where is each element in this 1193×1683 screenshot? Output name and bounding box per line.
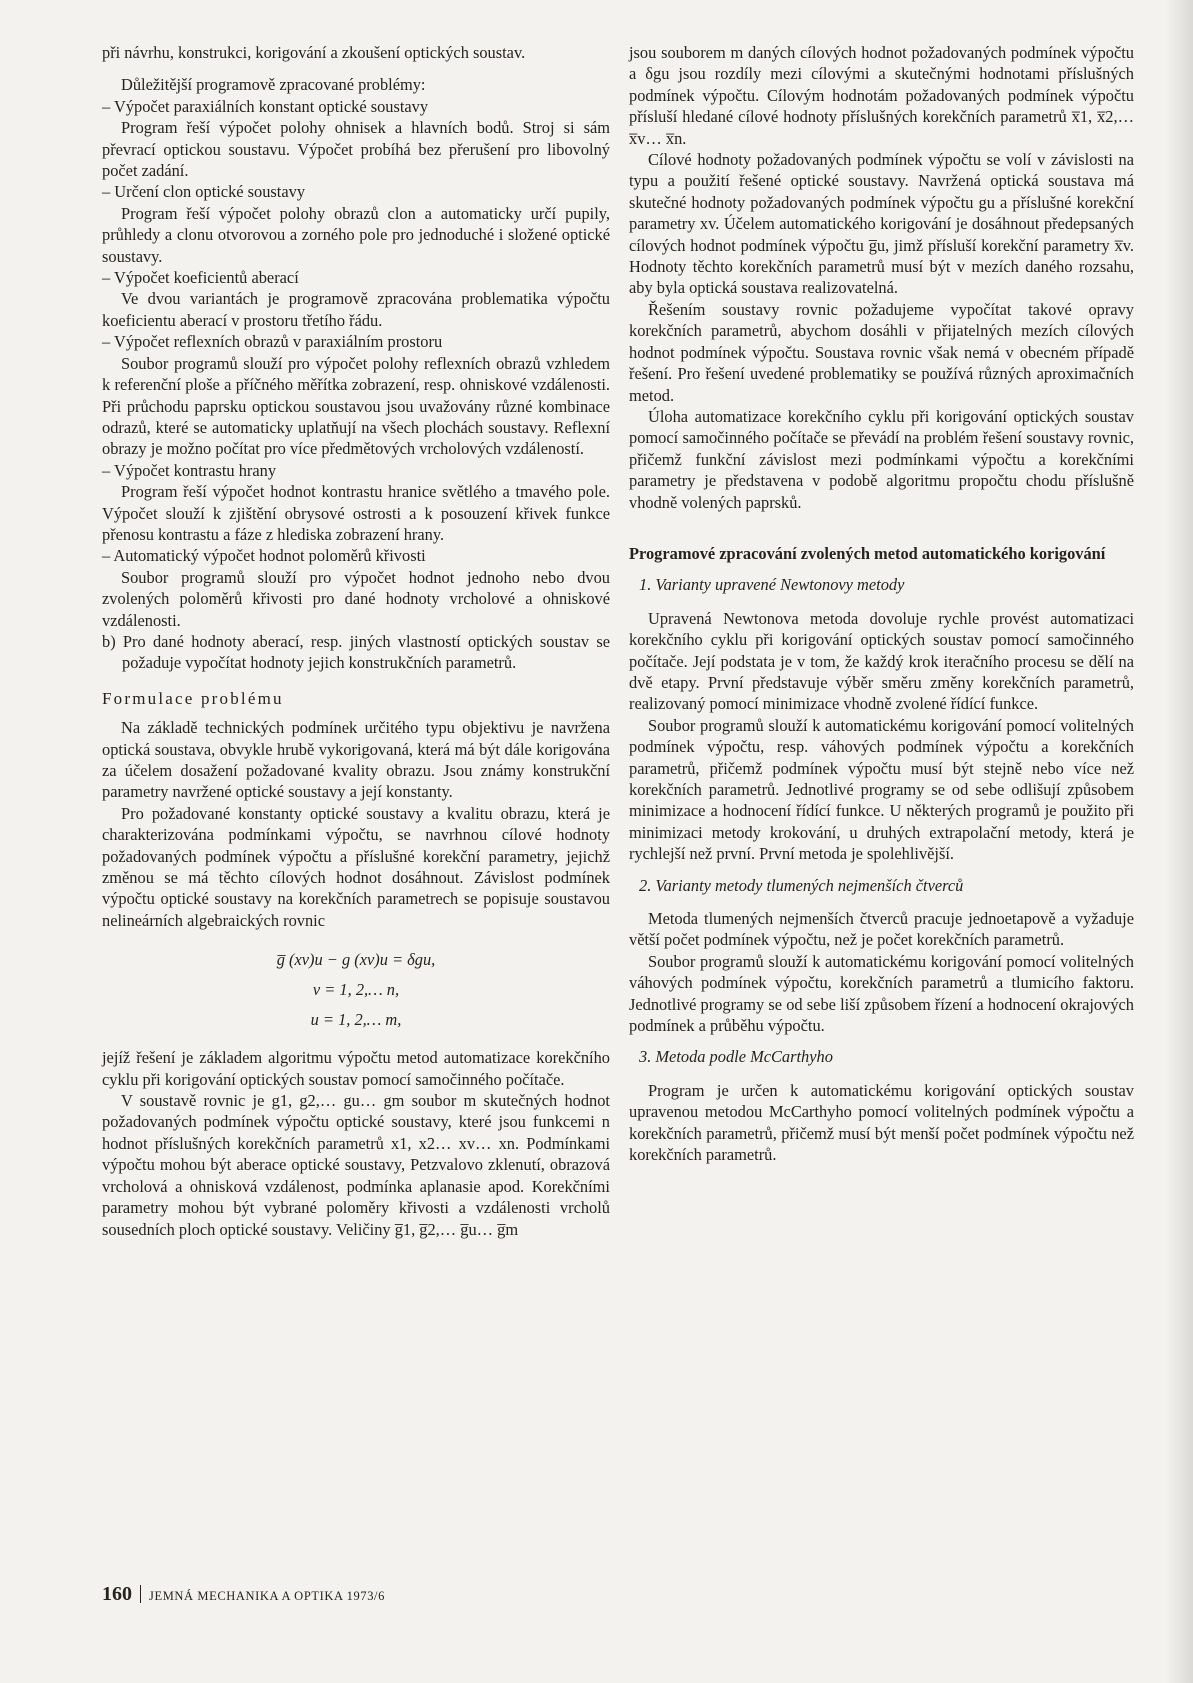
item-aberration-coefficients-title: – Výpočet koeficientů aberací bbox=[102, 268, 299, 288]
right-paragraph-1: jsou souborem m daných cílových hodnot požadovaných podmínek výpočtu a δgu jsou rozdíly mezi cílovými a skutečnými hodnotami příslušných podmínek výpočtu. Cílovým hodnotám požadovaných podmínek výpočtu přísluší hledané cílové hodnoty příslušných korekčních parametrů x̅1, x̅2,… x̅v… x̅n. bbox=[629, 43, 1134, 148]
formulation-paragraph-2: Pro požadované konstanty optické soustavy a kvalitu obrazu, která je charakterizována podmínkami výpočtu, se navrhnou cílové hodnoty požadovaných podmínek výpočtu a příslušné korekční parametry, jejichž změnou se má těchto cílových hodnot dosáhnout. Závislost podmínek výpočtu optické soustavy na korekčních parametrech se popisuje soustavou nelineárních algebraických rovnic bbox=[102, 803, 610, 930]
journal-name: JEMNÁ MECHANIKA A OPTIKA 1973/6 bbox=[149, 1589, 385, 1603]
section-title-programs: Programové zpracování zvolených metod automatického korigování bbox=[629, 543, 1106, 563]
least-squares-paragraph-2: Soubor programů slouží k automatickému korigování pomocí volitelných váhových podmínek výpočtu, korekčních parametrů a tlumicího faktoru. Jednotlivé programy se od sebe liší způsobem řízení a hodnocení okrajových podmínek a průběhu výpočtu. bbox=[629, 951, 1134, 1036]
left-column bbox=[102, 42, 610, 1240]
page-number: 160 bbox=[102, 1583, 132, 1605]
item-aberration-coefficients-text: Ve dvou variantách je programově zpracována problematika výpočtu koeficientu aberací v prostoru třetího řádu. bbox=[102, 289, 610, 330]
item-paraxial-constants-text: Program řeší výpočet polohy ohnisek a hlavních bodů. Stroj si sám převrací optickou soustavu. Výpočet probíhá bez přerušení pro libovolný počet zadání. bbox=[102, 118, 610, 181]
subheading-newton: 1. Varianty upravené Newtonovy metody bbox=[639, 575, 905, 595]
mccarthy-paragraph-1: Program je určen k automatickému korigování optických soustav upravenou metodou McCarthyho pomocí volitelných podmínek výpočtu a korekčních parametrů, přičemž musí být menší počet podmínek výpočtu než korekčních parametrů. bbox=[629, 1080, 1134, 1165]
item-curvature-radii-title: – Automatický výpočet hodnot poloměrů křivosti bbox=[102, 546, 426, 566]
item-reflex-images-text: Soubor programů slouží pro výpočet polohy reflexních obrazů vzhledem k referenční ploše a příčného měřítka zobrazení, resp. ohniskové vzdálenosti. Při průchodu paprsku optickou soustavou jsou uvažovány různé kombinace odrazů, které se automaticky uplatňují na všech plochách soustavy. Reflexní obrazy je možno počítat pro více předmětových vrcholových vzdáleností. bbox=[102, 353, 610, 459]
formulation-paragraph-3: jejíž řešení je základem algoritmu výpočtu metod automatizace korekčního cyklu při korigování optických soustav pomocí samočinného počítače. bbox=[102, 1048, 610, 1089]
item-apertures-text: Program řeší výpočet polohy obrazů clon a automaticky určí pupily, průhledy a clonu otvorovou a zorného pole pro jednoduché i složené optické soustavy. bbox=[102, 203, 610, 266]
right-paragraph-2: Cílové hodnoty požadovaných podmínek výpočtu se volí v závislosti na typu a použití řešené optické soustavy. Navržená optická soustava má skutečné hodnoty požadovaných podmínek výpočtu gu a příslušné korekční parametry xv. Účelem automatického korigování je dosáhnout předepsaných cílových hodnot podmínek výpočtu g̅u, jimž přísluší korekční parametry x̅v. Hodnoty těchto korekčních parametrů musí být v mezích daného rozsahu, aby byla optická soustava realizovatelná. bbox=[629, 150, 1134, 298]
page-footer bbox=[102, 1582, 385, 1606]
item-edge-contrast-title: – Výpočet kontrastu hrany bbox=[102, 460, 277, 480]
subheading-least-squares: 2. Varianty metody tlumených nejmenších čtverců bbox=[639, 875, 964, 895]
left-paragraph-1: při návrhu, konstrukci, korigování a zkoušení optických soustav. bbox=[102, 43, 526, 62]
item-curvature-radii-text: Soubor programů slouží pro výpočet hodnot jednoho nebo dvou zvolených poloměrů křivosti pro dané hodnoty vrcholové a ohniskové vzdálenosti. bbox=[102, 567, 610, 630]
equation-block bbox=[102, 945, 610, 1035]
equation-line-1: g̅ (xv)u − g (xv)u = δgu, bbox=[276, 950, 436, 970]
problems-intro: Důležitější programově zpracované problémy: bbox=[121, 75, 426, 95]
newton-paragraph-1: Upravená Newtonova metoda dovoluje rychle provést automatizaci korekčního cyklu při korigování optických soustav pomocí samočinného počítače. Její podstata je v tom, že každý krok iteračního procesu se dělí na dvě etapy. První představuje výběr směru změny korekčních parametrů, realizovaný pomocí minimizace vhodně zvolené řídící funkce. bbox=[629, 608, 1134, 714]
right-column bbox=[629, 42, 1134, 1166]
equation-line-2: v = 1, 2,… n, bbox=[312, 980, 400, 1000]
newton-paragraph-2: Soubor programů slouží k automatickému korigování pomocí volitelných podmínek výpočtu, resp. váhových podmínek výpočtu a korekčních parametrů, přičemž podmínek výpočtu musí být stejně nebo více než korekčních parametrů. Jednotlivé programy se od sebe odlišují způsobem minimizace a hodnocení řídící funkce. U některých programů je použito při minimizaci metody krokování, u druhých extrapolační metody, která je rychlejší než první. První metoda je spolehlivější. bbox=[629, 715, 1134, 864]
subheading-mccarthy: 3. Metoda podle McCarthyho bbox=[639, 1047, 833, 1067]
equation-line-3: u = 1, 2,… m, bbox=[310, 1010, 402, 1030]
item-b: b) Pro dané hodnoty aberací, resp. jiných vlastností optických soustav se požaduje vypočítat hodnoty jejich konstrukčních parametrů. bbox=[102, 631, 610, 673]
footer-divider bbox=[140, 1585, 141, 1603]
item-apertures-title: – Určení clon optické soustavy bbox=[102, 182, 306, 202]
binding-shadow bbox=[1165, 0, 1193, 1683]
least-squares-paragraph-1: Metoda tlumených nejmenších čtverců pracuje jednoetapově a vyžaduje větší počet podmínek výpočtu, než je počet korekčních parametrů. bbox=[629, 909, 1134, 950]
formulation-paragraph-1: Na základě technických podmínek určitého typu objektivu je navržena optická soustava, obvykle hrubě vykorigovaná, která má být dále korigována za účelem dosažení požadované kvality obrazu. Jsou známy konstrukční parametry navržené optické soustavy a její konstanty. bbox=[102, 718, 610, 802]
section-heading-formulation: Formulace problému bbox=[102, 688, 284, 708]
item-paraxial-constants-title: – Výpočet paraxiálních konstant optické soustavy bbox=[102, 96, 429, 116]
right-paragraph-4: Úloha automatizace korekčního cyklu při korigování optických soustav pomocí samočinného počítače se převádí na problém řešení soustavy rovnic, přičemž funkční závislost mezi podmínkami výpočtu a korekčními parametry je představena v podobě algoritmu propočtu chodu příslušně vhodně volených paprsků. bbox=[629, 406, 1134, 512]
item-edge-contrast-text: Program řeší výpočet hodnot kontrastu hranice světlého a tmavého pole. Výpočet slouží k zjištění obrysové ostrosti a k posouzení křivek funkce přenosu kontrastu a fáze z hlediska zobrazení hrany. bbox=[102, 482, 610, 544]
right-paragraph-3: Řešením soustavy rovnic požadujeme vypočítat takové opravy korekčních parametrů, abychom dosáhli v přijatelných mezích cílových hodnot podmínek výpočtu. Soustava rovnic však nemá v obecném případě řešení. Pro řešení uvedené problematiky se používá různých aproximačních metod. bbox=[629, 299, 1134, 405]
item-reflex-images-title: – Výpočet reflexních obrazů v paraxiálním prostoru bbox=[102, 332, 443, 352]
formulation-paragraph-4: V soustavě rovnic je g1, g2,… gu… gm soubor m skutečných hodnot požadovaných podmínek výpočtu optické soustavy, které jsou funkcemi n hodnot příslušných korekčních parametrů x1, x2… xv… xn. Podmínkami výpočtu mohou být aberace optické soustavy, Petzvalovo zklenutí, obrazová vrcholová a ohnisková vzdálenost, podmínka aplanasie apod. Korekčními parametry mohou být vybrané poloměry křivosti a vzdálenosti vrcholů sousedních ploch optické soustavy. Veličiny g̅1, g̅2,… g̅u… g̅m bbox=[102, 1091, 610, 1239]
